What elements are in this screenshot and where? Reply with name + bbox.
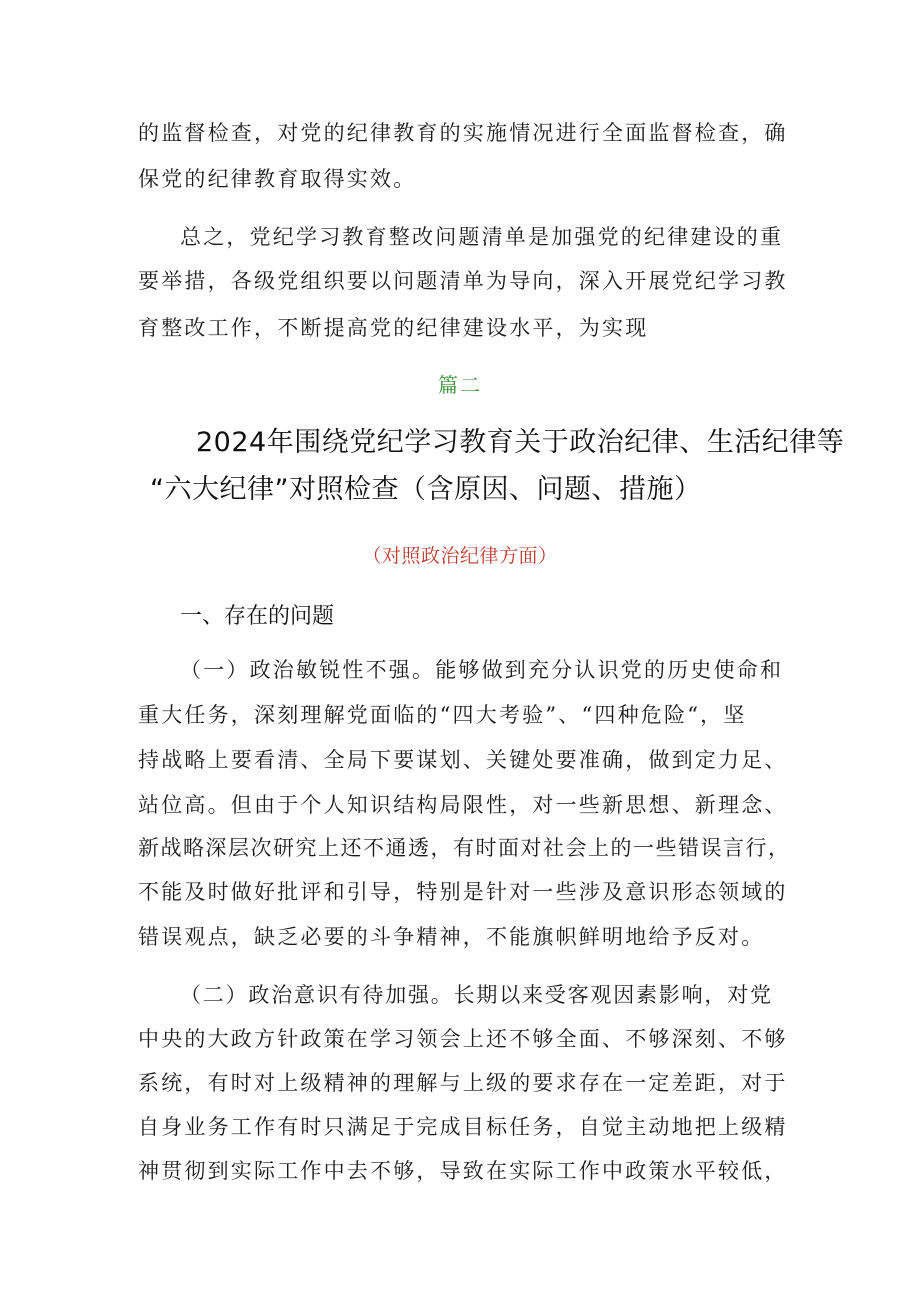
paragraph-line: 保党的纪律教育取得实效。 <box>138 167 417 191</box>
paragraph-line: （一）政治敏锐性不强。能够做到充分认识党的历史使命和 <box>180 658 784 682</box>
paragraph-line: 要举措，各级党组织要以问题清单为导向，深入开展党纪学习教 <box>138 269 788 293</box>
section-label: 篇二 <box>438 373 482 397</box>
paragraph-line: （二）政治意识有待加强。长期以来受客观因素影响，对党 <box>180 983 773 1007</box>
paragraph-line: 自身业务工作有时只满足于完成目标任务，自觉主动地把上级精 <box>138 1115 788 1139</box>
paragraph-line: 育整改工作，不断提高党的纪律建设水平，为实现 <box>138 316 649 340</box>
section-heading: 一、存在的问题 <box>180 604 335 629</box>
document-title-line: “六大纪律”对照检查（含原因、问题、措施） <box>150 474 702 505</box>
paragraph-line: 系统，有时对上级精神的理解与上级的要求存在一定差距，对于 <box>138 1071 788 1095</box>
paragraph-line: 持战略上要看清、全局下要谋划、关键处要准确，做到定力足、 <box>138 748 788 772</box>
paragraph-line: 神贯彻到实际工作中去不够，导致在实际工作中政策水平较低， <box>138 1159 788 1183</box>
document-title-line: 2024年围绕党纪学习教育关于政治纪律、生活纪律等 <box>196 427 845 458</box>
paragraph-line: 不能及时做好批评和引导，特别是针对一些涉及意识形态领域的 <box>138 880 788 904</box>
paragraph-line: 总之，党纪学习教育整改问题清单是加强党的纪律建设的重 <box>180 225 784 249</box>
paragraph-line: 的监督检查，对党的纪律教育的实施情况进行全面监督检查，确 <box>138 121 788 145</box>
paragraph-line: 新战略深层次研究上还不通透，有时面对社会上的一些错误言行， <box>138 836 791 860</box>
document-subtitle: （对照政治纪律方面） <box>362 545 558 567</box>
paragraph-line: 中央的大政方针政策在学习领会上还不够全面、不够深刻、不够 <box>138 1027 788 1051</box>
paragraph-line: 错误观点，缺乏必要的斗争精神，不能旗帜鲜明地给予反对。 <box>138 925 765 949</box>
paragraph-line: 站位高。但由于个人知识结构局限性，对一些新思想、新理念、 <box>138 793 788 817</box>
paragraph-line: 重大任务，深刻理解党面临的“四大考验”、“四种危险“，坚 <box>138 703 747 727</box>
